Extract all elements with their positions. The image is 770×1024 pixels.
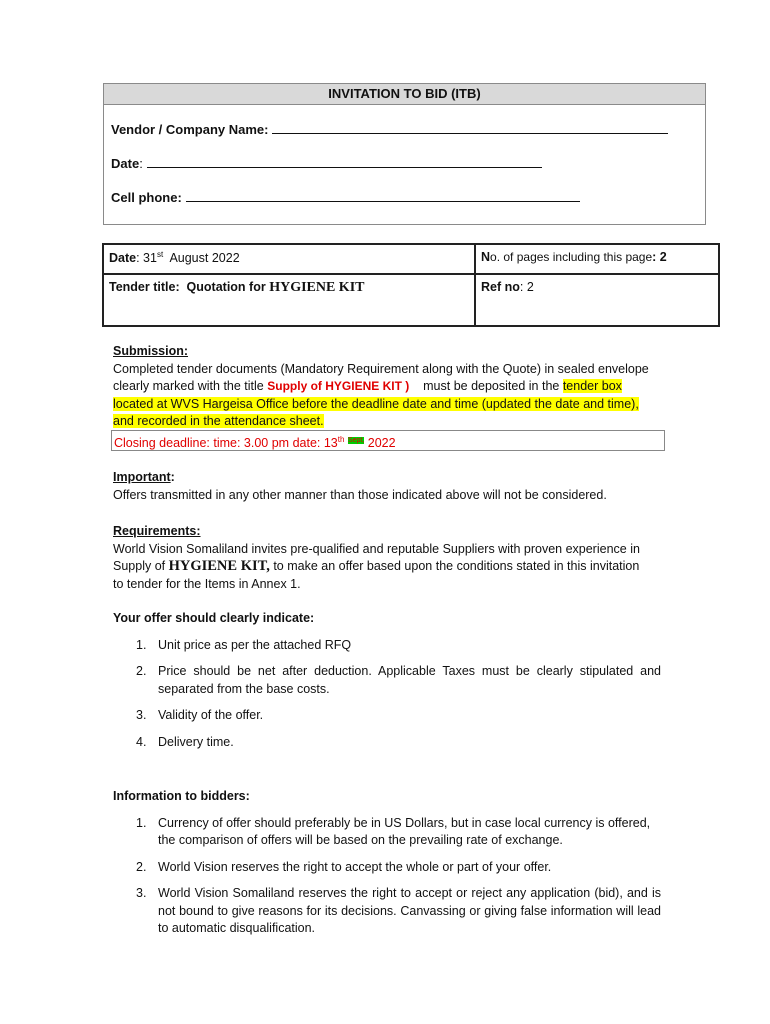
bidders-item-text: World Vision Somaliland reserves the right to accept or reject any application (bid), and is not bound to give reasons for its decisions. Canvassing or giving false information will lead to automatic disqualification. [158,886,661,935]
vendor-label: Vendor / Company Name: [111,122,269,137]
ref-cell [475,274,719,326]
requirements-line2-text: Supply of [113,559,169,573]
requirements-line-1: World Vision Somaliland invites pre-qualified and reputable Suppliers with proven experience in [113,541,640,556]
vendor-blank-line[interactable] [272,132,668,134]
offer-item [113,707,661,725]
offer-item-text: Validity of the offer. [158,708,264,722]
bidders-item [113,815,661,850]
bidders-item [113,885,661,938]
info-date-value: : 31 [136,251,157,266]
vendor-field [111,122,668,137]
cellphone-label: Cell phone: [111,190,182,205]
closing-deadline-box [111,430,665,451]
requirements-heading: Requirements: [113,524,201,538]
requirements-line2-rest: to make an offer based upon the conditions stated in this invitation [269,559,640,573]
requirements-item: HYGIENE KIT, [168,558,270,574]
bidders-heading: Information to bidders: [113,789,250,803]
cellphone-blank-line[interactable] [186,200,580,202]
submission-line2-text: clearly marked with the title [113,379,268,393]
important-heading: Important [113,470,171,484]
submission-line-2 [113,378,663,396]
offer-item [113,734,661,752]
bidders-item-text: Currency of offer should preferably be in US Dollars, but in case local currency is offered, the comparison of offers will be based on the prevailing rate of exchange. [158,815,651,847]
important-colon: : [170,470,175,484]
info-date-sup: st [156,250,164,259]
tender-title-item: HYGIENE KIT [269,280,365,295]
pages-label: o. of pages including this page [490,250,653,264]
pages-value: : 2 [652,250,667,264]
important-text: Offers transmitted in any other manner than those indicated above will not be considered. [113,487,607,502]
info-date-month: August 2022 [163,251,240,266]
offer-item-text: Delivery time. [158,734,234,749]
important-section [113,469,663,504]
info-date-label: Date [109,251,137,266]
cellphone-field [111,190,580,205]
submission-line2-mid: must be deposited in the [409,379,563,393]
offer-item [113,637,661,655]
offer-item-number: 3. [136,708,147,722]
deadline-highlight-sept: Sept, [347,437,365,444]
date-colon: : [139,156,143,171]
deadline-text: Closing deadline: time: 3.00 pm date: 13 [114,436,338,451]
ref-label: Ref no [481,280,520,294]
submission-line-3: located at WVS Hargeisa Office before the deadline date and time (updated the date and time), [113,396,639,411]
submission-section [113,343,663,431]
tender-info-table [102,243,720,327]
bidders-item-number: 2. [136,859,147,874]
bidders-item [113,859,661,877]
bidders-item-text: World Vision reserves the right to accept the whole or part of your offer. [158,859,552,874]
submission-highlight-tender-box: tender box [562,379,622,393]
bidders-item-number: 3. [136,886,147,900]
date-field [111,156,542,171]
tender-title-cell [103,274,475,326]
submission-title-red: Supply of HYGIENE KIT ) [267,379,410,393]
submission-line-4: and recorded in the attendance sheet. [113,414,324,428]
date-cell [103,244,475,274]
offer-item-number: 2. [136,664,147,678]
itb-title: INVITATION TO BID (ITB) [104,84,705,105]
ref-value: : 2 [519,280,534,294]
offer-item-number: 4. [136,734,147,749]
offer-item-text: Price should be net after deduction. Applicable Taxes must be clearly stipulated and separated from the base costs. [158,664,661,696]
bidders-section [113,788,661,938]
submission-line-1: Completed tender documents (Mandatory Requirement along with the Quote) in sealed envelope [113,361,649,376]
bidders-item-number: 1. [136,815,147,830]
itb-header-box [103,83,706,225]
offer-item-number: 1. [136,637,147,652]
date-blank-line[interactable] [147,166,542,168]
pages-label-initial: N [481,250,491,264]
deadline-year: 2022 [364,436,396,451]
requirements-line-2 [113,558,663,576]
requirements-section [113,523,663,593]
offer-item [113,663,661,698]
pages-cell [475,244,719,274]
offer-heading: Your offer should clearly indicate: [113,611,315,625]
requirements-line-3: to tender for the Items in Annex 1. [113,576,301,591]
date-label: Date [111,156,140,171]
offer-item-text: Unit price as per the attached RFQ [158,637,352,652]
deadline-sup: th [337,435,345,444]
offer-section [113,610,661,751]
submission-heading: Submission: [113,344,189,358]
tender-title-label: Tender title: Quotation for [109,280,270,294]
